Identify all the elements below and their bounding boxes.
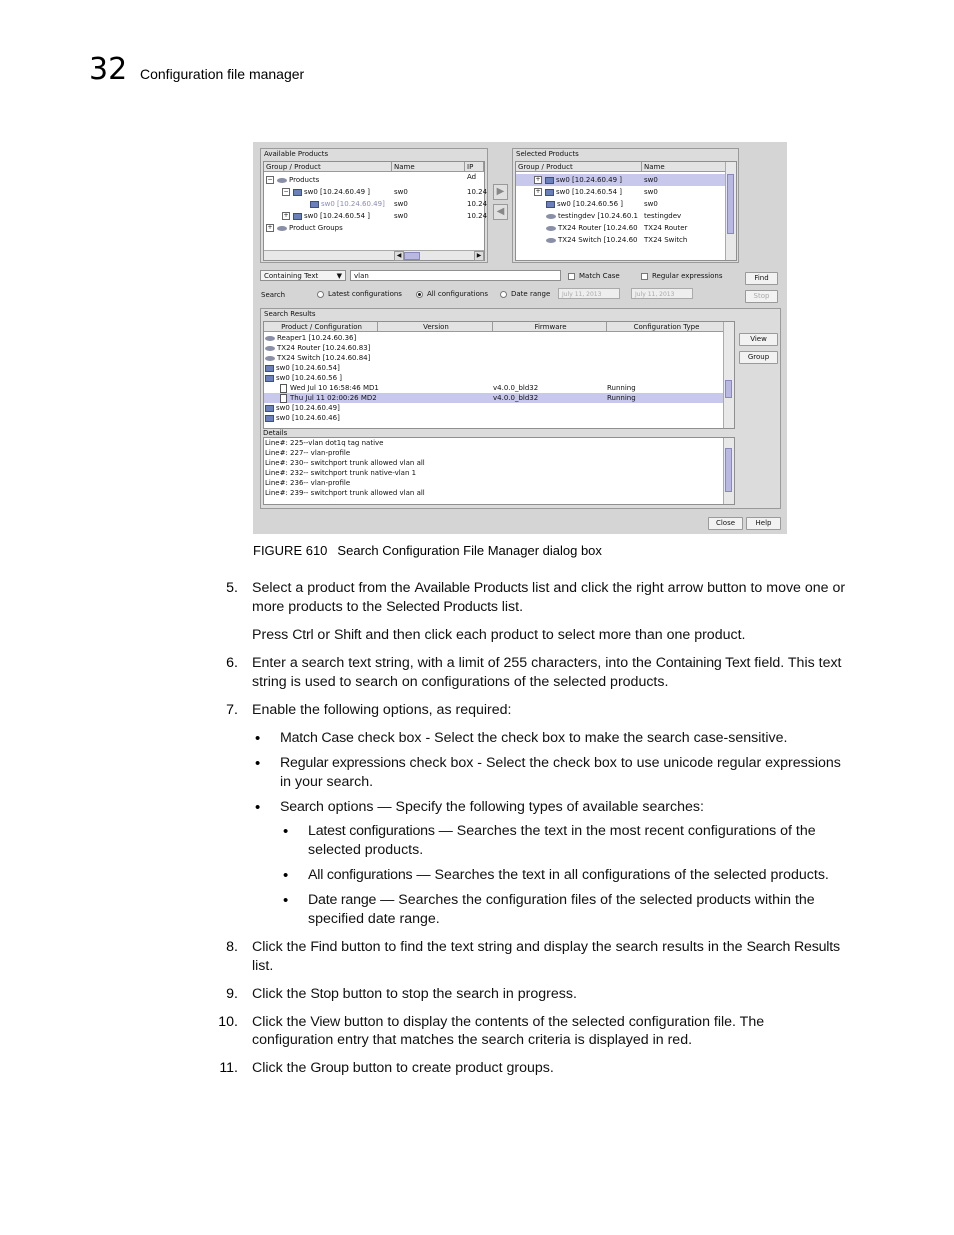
step-text: Enable the following options, as required: [252,702,512,718]
step-number: 7. [226,702,238,718]
result-label: sw0 [10.24.60.56 ] [276,374,343,382]
switch-icon [546,201,555,208]
tree-row[interactable] [264,186,488,198]
ip-cell: 10.24 [467,200,488,208]
selected-row[interactable] [516,198,736,210]
radio-label: All configurations [427,290,488,298]
router-icon [265,336,275,341]
available-products-title: Available Products [264,150,329,158]
router-icon [546,226,556,231]
selected-products-panel [512,148,739,263]
products-icon [277,178,287,183]
name-cell: sw0 [394,212,408,220]
expand-icon[interactable]: + [283,212,289,219]
result-row[interactable] [264,353,734,363]
search-results-title: Search Results [264,310,316,318]
result-row-selected[interactable] [264,393,723,403]
detail-line: Line#: 232-- switchport trunk native-vlan 1 [265,469,417,477]
radio-label: Latest configurations [328,290,402,298]
result-row[interactable] [264,363,734,373]
col-ip[interactable]: IP Ad [465,162,484,172]
help-button[interactable]: Help [746,517,781,530]
name-cell: sw0 [644,176,658,184]
name-cell: testingdev [644,212,682,220]
step-text: Select a product from the Available Products list and click the right arrow button to move one or [252,580,846,596]
tree-label: sw0 [10.24.60.54 ] [556,188,623,196]
tree-label: sw0 [10.24.60.49] [321,200,385,208]
tree-label: TX24 Switch [10.24.60 [558,236,638,244]
expand-icon[interactable]: + [267,224,273,231]
col-firmware[interactable]: Firmware [493,322,607,332]
detail-line: Line#: 236-- vlan-profile [265,479,351,487]
vertical-scrollbar[interactable] [723,322,734,428]
file-icon [280,384,287,393]
type-cell: Running [607,394,636,402]
move-right-button[interactable]: ▶ [493,184,508,200]
switch-icon [545,177,554,184]
search-label: Search [261,291,286,299]
switch-icon [293,213,302,220]
radio-icon [500,291,507,298]
detail-line: Line#: 225--vlan dot1q tag native [265,439,384,447]
version-cell: v4.0.0_bld32 [493,394,539,402]
collapse-icon[interactable]: − [267,176,273,183]
tree-label: sw0 [10.24.60.54 ] [304,212,371,220]
dropdown-value: Containing Text [264,272,319,280]
step-text: configuration entry that matches the search criteria is displayed in red. [252,1032,693,1048]
tree-row[interactable] [264,198,488,210]
col-config-type[interactable]: Configuration Type [607,322,725,332]
col-version[interactable]: Version [378,322,493,332]
result-row[interactable] [264,383,734,393]
details-list[interactable] [263,437,735,505]
date-from-picker[interactable]: July 11, 2013 [558,288,620,299]
step-text: Click the Find button to find the text string and display the search results in the Search Results [252,939,840,955]
switch-icon [265,415,274,422]
vertical-scrollbar[interactable] [725,162,736,260]
radio-label: Date range [511,290,551,298]
result-label: TX24 Router [10.24.60.83] [277,344,371,352]
tree-label: sw0 [10.24.60.49 ] [556,176,623,184]
name-cell: sw0 [644,200,658,208]
regex-checkbox[interactable] [641,272,722,280]
tree-label: sw0 [10.24.60.49 ] [304,188,371,196]
col-name[interactable]: Name [392,162,465,172]
router-icon [546,238,556,243]
collapse-icon[interactable]: − [283,188,289,195]
version-cell: v4.0.0_bld32 [493,384,539,392]
result-row[interactable] [264,403,734,413]
date-range-radio[interactable] [500,290,550,298]
switch-icon [265,405,274,412]
result-row[interactable] [264,413,734,423]
sub-bullet-text: All configurations — Searches the text in all configurations of the selected products. [308,867,829,883]
available-products-panel [260,148,488,263]
product-groups-icon [277,226,287,231]
containing-text-dropdown[interactable] [260,270,346,281]
switch-icon [545,189,554,196]
available-products-table[interactable] [263,161,488,261]
detail-line: Line#: 230-- switchport trunk allowed vlan all [265,459,425,467]
name-cell: sw0 [394,200,408,208]
vertical-scrollbar[interactable] [723,438,734,504]
switch-icon [293,189,302,196]
result-label: sw0 [10.24.60.54] [276,364,340,372]
bullet-icon: • [283,867,289,884]
col-group-product[interactable]: Group / Product [264,162,392,172]
result-row[interactable] [264,373,734,383]
expand-icon[interactable]: + [535,176,541,183]
selected-row[interactable] [516,234,736,246]
chapter-title: Configuration file manager [140,66,305,82]
bullet-icon: • [255,730,261,747]
chapter-number: 32 [89,52,128,87]
step-note: Press Ctrl or Shift and then click each product to select more than one product. [252,627,746,643]
step-text: string is used to search on configurations of the selected products. [252,674,669,690]
search-results-panel [260,308,781,509]
result-label: Reaper1 [10.24.60.36] [277,334,357,342]
selected-row[interactable] [516,186,736,198]
match-case-checkbox[interactable] [568,272,620,280]
selected-products-title: Selected Products [516,150,579,158]
stop-button[interactable]: Stop [745,290,778,303]
step-number: 11. [219,1060,238,1076]
search-config-dialog [253,142,787,534]
figure-label: FIGURE 610 [253,543,328,558]
step-number: 9. [226,986,238,1002]
step-number: 10. [218,1014,238,1030]
find-button[interactable]: Find [745,272,778,285]
selected-row[interactable] [516,222,736,234]
radio-selected-icon [416,291,423,298]
result-label: Thu Jul 11 02:00:26 MD2 [290,394,377,402]
col-name[interactable]: Name [642,162,726,172]
scroll-thumb[interactable] [727,174,734,234]
step-text: Click the View button to display the contents of the selected configuration file. The [252,1014,765,1030]
switch-icon [265,365,274,372]
name-cell: TX24 Switch [644,236,688,244]
all-configs-radio[interactable] [416,290,488,298]
selected-products-table[interactable] [515,161,737,261]
step-number: 8. [226,939,238,955]
radio-icon [317,291,324,298]
result-label: TX24 Switch [10.24.60.84] [277,354,371,362]
figure-text: Search Configuration File Manager dialog box [337,543,602,558]
tree-label: Products [289,176,320,184]
step-text: Click the Group button to create product groups. [252,1060,554,1076]
step-text: more products to the Selected Products list. [252,599,524,615]
name-cell: sw0 [644,188,658,196]
bullet-icon: • [255,799,261,816]
bullet-text: Search options — Specify the following types of available searches: [280,799,704,815]
bullet-icon: • [283,823,289,840]
step-text: list. [252,958,274,974]
result-label: sw0 [10.24.60.49] [276,404,340,412]
step-number: 6. [226,655,238,671]
step-number: 5. [226,580,238,596]
name-cell: sw0 [394,188,408,196]
file-icon [280,394,287,403]
switch-icon [265,375,274,382]
regex-label: Regular expressions [652,272,723,280]
sub-bullet-text: specified date range. [308,911,440,927]
detail-line: Line#: 227-- vlan-profile [265,449,351,457]
chevron-down-icon: ▼ [336,272,342,280]
close-button[interactable]: Close [708,517,743,530]
tree-row[interactable] [264,210,488,222]
tree-row[interactable] [264,174,484,186]
group-button[interactable]: Group [739,351,778,364]
step-text: Click the Stop button to stop the search in progress. [252,986,577,1002]
selected-row[interactable] [516,210,736,222]
date-to-picker[interactable]: July 11, 2013 [631,288,693,299]
ip-cell: 10.24 [467,212,488,220]
selected-row[interactable] [516,174,725,186]
router-icon [546,214,556,219]
scroll-thumb[interactable] [725,380,732,398]
bullet-text: Match Case check box - Select the check box to make the search case-sensitive. [280,730,788,746]
step-text: Enter a search text string, with a limit of 255 characters, into the Containing Text field. This text [252,655,842,671]
result-label: Wed Jul 10 16:58:46 MD1 [290,384,379,392]
checkbox-icon [641,273,648,280]
latest-configs-radio[interactable] [317,290,402,298]
bullet-text: in your search. [280,774,374,790]
sub-bullet-text: Latest configurations — Searches the text in the most recent configurations of the [308,823,816,839]
col-group-product[interactable]: Group / Product [516,162,642,172]
tree-label: sw0 [10.24.60.56 ] [557,200,624,208]
sub-bullet-text: Date range — Searches the configuration files of the selected products within the [308,892,815,908]
figure-caption [253,543,602,558]
tree-row[interactable] [264,222,484,234]
scroll-thumb[interactable] [725,448,732,492]
detail-line: Line#: 239-- switchport trunk allowed vlan all [265,489,425,497]
move-left-button[interactable]: ◀ [493,204,508,220]
switch-icon [310,201,319,208]
search-results-table[interactable] [263,321,735,429]
tree-label: Product Groups [289,224,343,232]
tree-label: TX24 Router [10.24.60 [558,224,638,232]
type-cell: Running [607,384,636,392]
bullet-icon: • [255,755,261,772]
result-row[interactable] [264,333,734,343]
sub-bullet-text: selected products. [308,842,424,858]
match-case-label: Match Case [579,272,620,280]
ip-cell: 10.24 [467,188,488,196]
horizontal-scrollbar[interactable]: ◀ ▶ [264,250,484,260]
search-text-input[interactable]: vlan [350,270,561,281]
col-product-config[interactable]: Product / Configuration [264,322,378,332]
router-icon [265,346,275,351]
result-label: sw0 [10.24.60.46] [276,414,340,422]
checkbox-icon [568,273,575,280]
expand-icon[interactable]: + [535,188,541,195]
details-title: Details [263,429,288,437]
result-row[interactable] [264,343,734,353]
name-cell: TX24 Router [644,224,688,232]
router-icon [265,356,275,361]
tree-label: testingdev [10.24.60.1 [558,212,638,220]
bullet-text: Regular expressions check box - Select the check box to use unicode regular expressions [280,755,841,771]
view-button[interactable]: View [739,333,778,346]
bullet-icon: • [283,892,289,909]
